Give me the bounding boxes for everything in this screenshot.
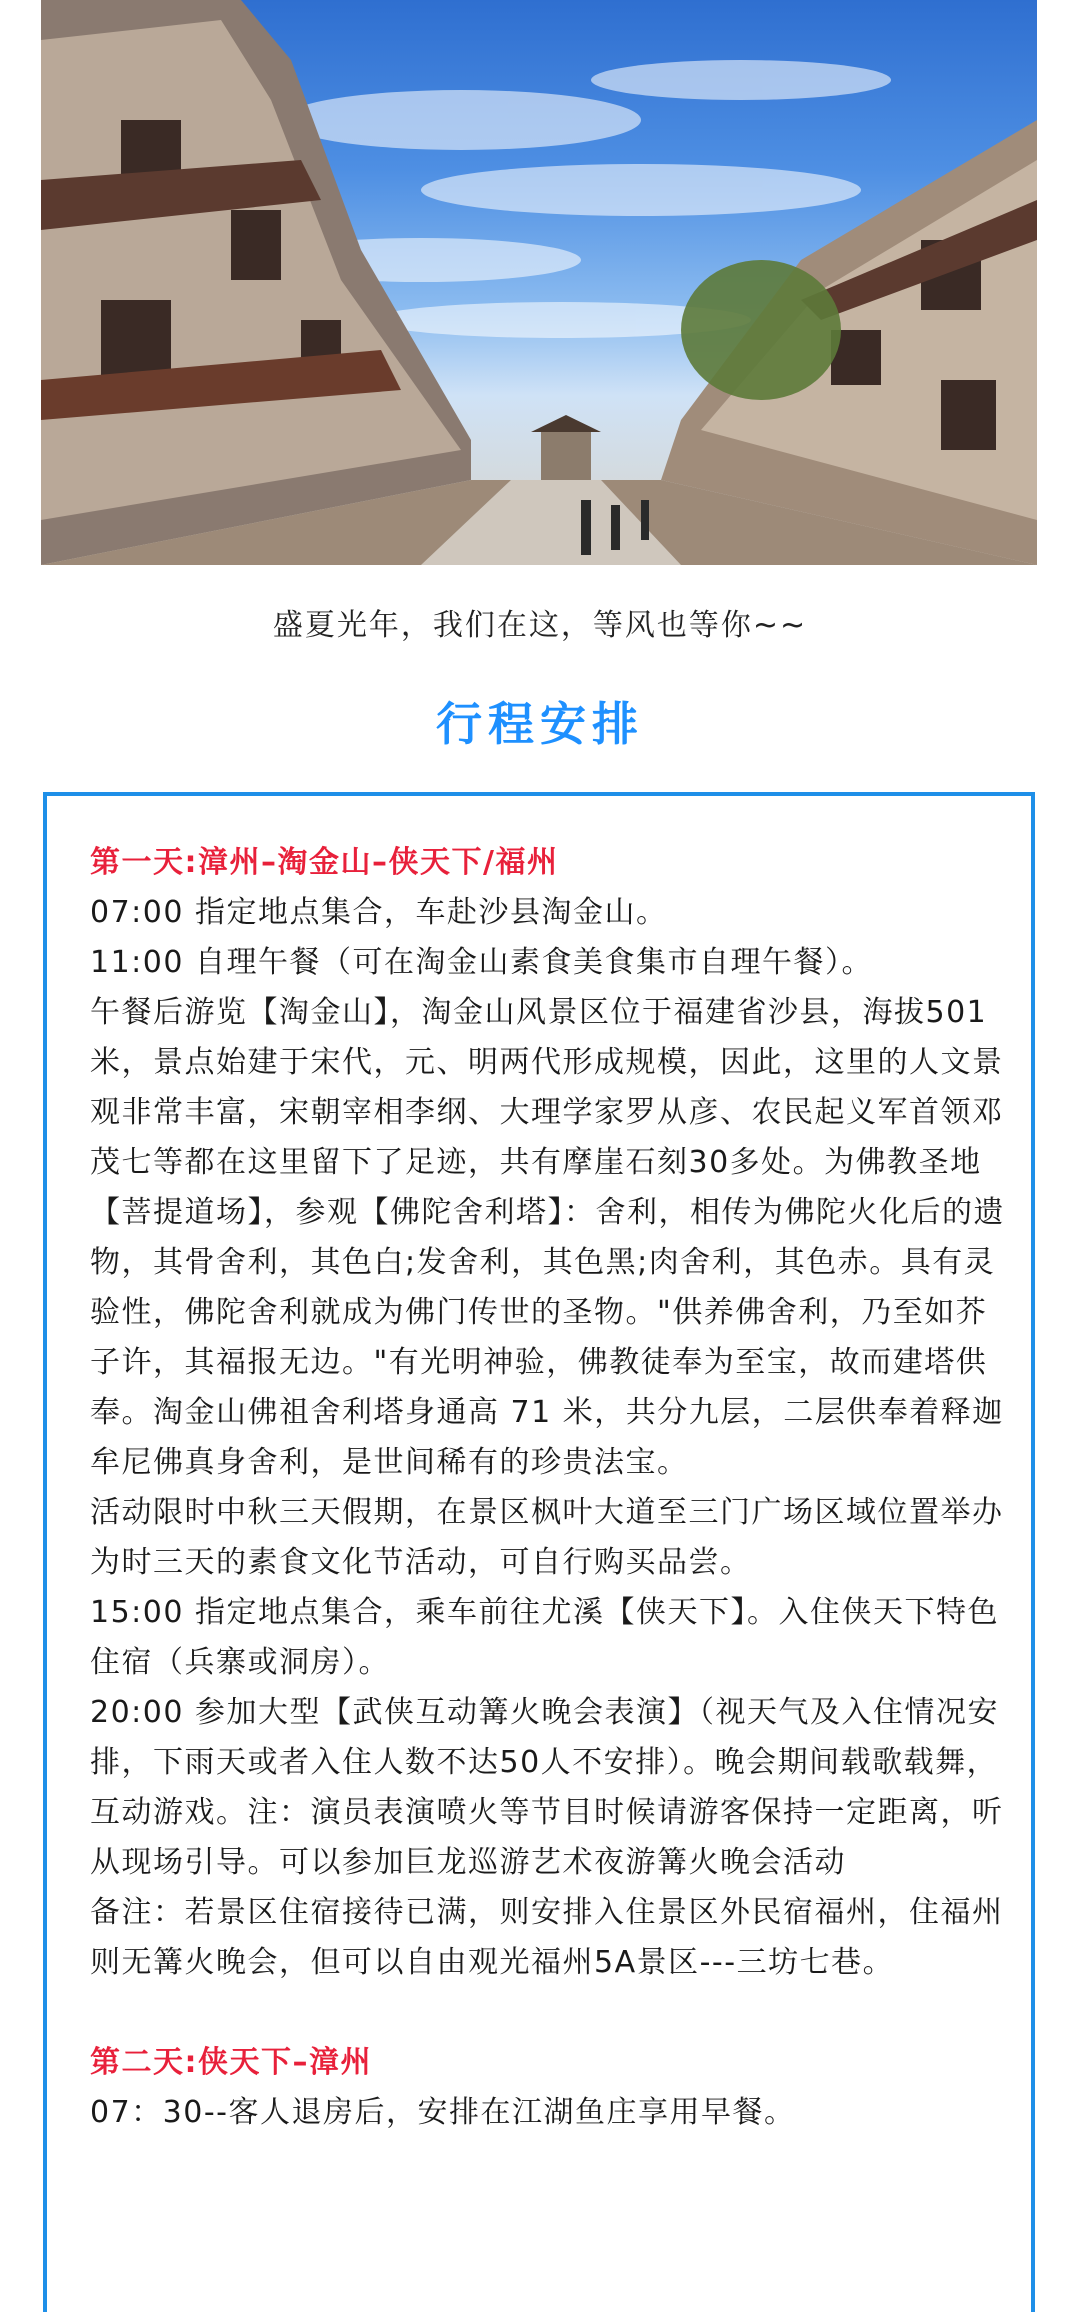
- section-title: 行程安排: [436, 697, 644, 751]
- photo-caption: 盛夏光年，我们在这，等风也等你~~: [272, 608, 808, 643]
- street-scene-illustration: [41, 0, 1037, 565]
- day2-item: 07：30--客人退房后，安排在江湖鱼庄享用早餐。: [90, 2095, 796, 2130]
- day1-item: 15:00 指定地点集合，乘车前往尤溪【侠天下】。入住侠天下特色住宿（兵寨或洞房）。: [90, 1595, 999, 1680]
- street-photo: [41, 0, 1037, 565]
- day1-title: 第一天:漳州–淘金山–侠天下/福州: [90, 845, 559, 880]
- itinerary-content: [90, 838, 1005, 2138]
- day1-item: 11:00 自理午餐（可在淘金山素食美食集市自理午餐）。: [90, 945, 873, 980]
- day1-item: 活动限时中秋三天假期，在景区枫叶大道至三门广场区域位置举办为时三天的素食文化节活动，可自行购买品尝。: [90, 1495, 1004, 1580]
- day1-note: 备注：若景区住宿接待已满，则安排入住景区外民宿福州，住福州则无篝火晚会，但可以自由观光福州5A景区---三坊七巷。: [90, 1895, 1004, 1980]
- day2-title: 第二天:侠天下–漳州: [90, 2045, 372, 2080]
- day1-item: 20:00 参加大型【武侠互动篝火晚会表演】（视天气及入住情况安排，下雨天或者入住人数不达50人不安排）。晚会期间载歌载舞，互动游戏。注：演员表演喷火等节目时候请游客保持一定距离，听从现场引导。可以参加巨龙巡游艺术夜游篝火晚会活动: [90, 1695, 1004, 1880]
- spacer: [90, 1988, 1005, 2038]
- day1-item: 午餐后游览【淘金山】，淘金山风景区位于福建省沙县，海拔501米，景点始建于宋代，元、明两代形成规模，因此，这里的人文景观非常丰富，宋朝宰相李纲、大理学家罗从彦、农民起义军首领邓茂七等都在这里留下了足迹，共有摩崖石刻30多处。为佛教圣地【菩提道场】，参观【佛陀舍利塔】：舍利，相传为佛陀火化后的遗物，其骨舍利，其色白;发舍利，其色黑;肉舍利，其色赤。具有灵验性，佛陀舍利就成为佛门传世的圣物。"供养佛舍利，乃至如芥子许，其福报无边。"有光明神验，佛教徒奉为至宝，故而建塔供奉。淘金山佛祖舍利塔身通高 71 米，共分九层，二层供奉着释迦牟尼佛真身舍利，是世间稀有的珍贵法宝。: [90, 995, 1005, 1480]
- day1-item: 07:00 指定地点集合，车赴沙县淘金山。: [90, 895, 668, 930]
